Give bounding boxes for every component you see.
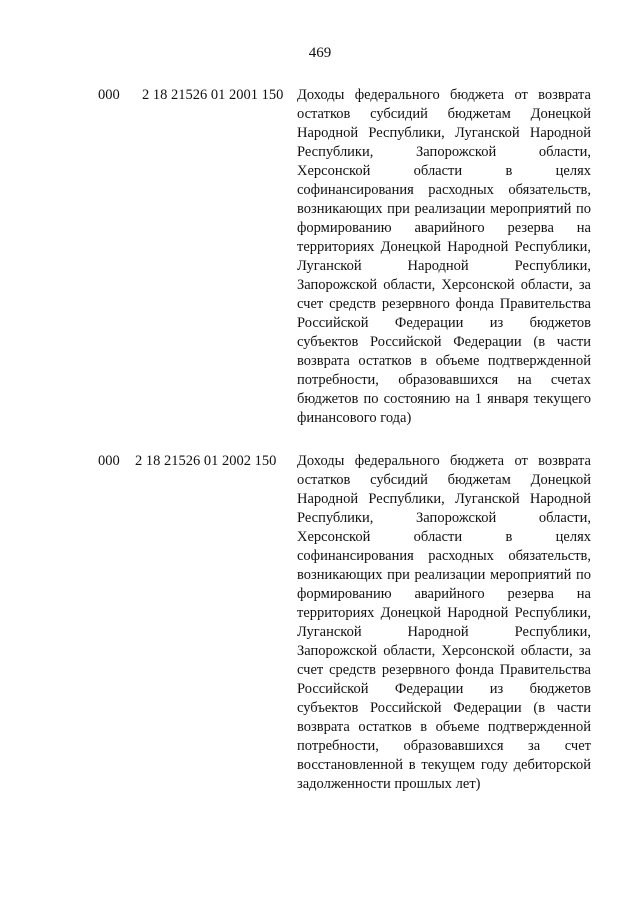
description-line: Республики, Запорожской области, [297, 144, 591, 160]
description-line: восстановленной в текущем году дебиторской [297, 757, 591, 773]
description-line: потребности, образовавшихся за счет [297, 738, 591, 754]
description-line: Российской Федерации из бюджетов [297, 681, 591, 697]
classification-code: 2 18 21526 01 2001 150 [142, 87, 284, 103]
description-line: субъектов Российской Федерации (в части [297, 334, 591, 350]
description-line: возникающих при реализации мероприятий по [297, 201, 591, 217]
description-line: Российской Федерации из бюджетов [297, 315, 591, 331]
description-line: территориях Донецкой Народной Республики, [297, 605, 591, 621]
description-line: возврата остатков в объеме подтвержденной [297, 353, 591, 369]
description-line: бюджетов по состоянию на 1 января текущего [297, 391, 591, 407]
description-line: Луганской Народной Республики, [297, 258, 591, 274]
description-line: возврата остатков в объеме подтвержденной [297, 719, 591, 735]
description-line: субъектов Российской Федерации (в части [297, 700, 591, 716]
description-line: остатков субсидий бюджетам Донецкой [297, 106, 591, 122]
classification-code: 2 18 21526 01 2002 150 [135, 453, 277, 469]
description-line: Херсонской области в целях [297, 529, 591, 545]
description-line: софинансирования расходных обязательств, [297, 548, 591, 564]
description-line: Херсонской области в целях [297, 163, 591, 179]
description-line: финансового года) [297, 410, 412, 426]
description-line: счет средств резервного фонда Правительства [297, 662, 591, 678]
description-line: счет средств резервного фонда Правительства [297, 296, 591, 312]
description-line: возникающих при реализации мероприятий по [297, 567, 591, 583]
entry-description [297, 452, 591, 794]
entry-description [297, 86, 591, 428]
description-line: Запорожской области, Херсонской области, за [297, 643, 591, 659]
description-line: Народной Республики, Луганской Народной [297, 491, 591, 507]
admin-code: 000 [98, 453, 120, 469]
description-line: Народной Республики, Луганской Народной [297, 125, 591, 141]
description-line: софинансирования расходных обязательств, [297, 182, 591, 198]
description-line: Луганской Народной Республики, [297, 624, 591, 640]
description-line: потребности, образовавшихся на счетах [297, 372, 591, 388]
description-line: Запорожской области, Херсонской области, за [297, 277, 591, 293]
description-line: формированию аварийного резерва на [297, 220, 591, 236]
admin-code: 000 [98, 87, 120, 103]
description-line: территориях Донецкой Народной Республики, [297, 239, 591, 255]
page-number: 469 [308, 45, 332, 61]
description-line: остатков субсидий бюджетам Донецкой [297, 472, 591, 488]
description-line: Доходы федерального бюджета от возврата [297, 87, 591, 103]
description-line: формированию аварийного резерва на [297, 586, 591, 602]
description-line: Доходы федерального бюджета от возврата [297, 453, 591, 469]
description-line: задолженности прошлых лет) [297, 776, 481, 792]
description-line: Республики, Запорожской области, [297, 510, 591, 526]
